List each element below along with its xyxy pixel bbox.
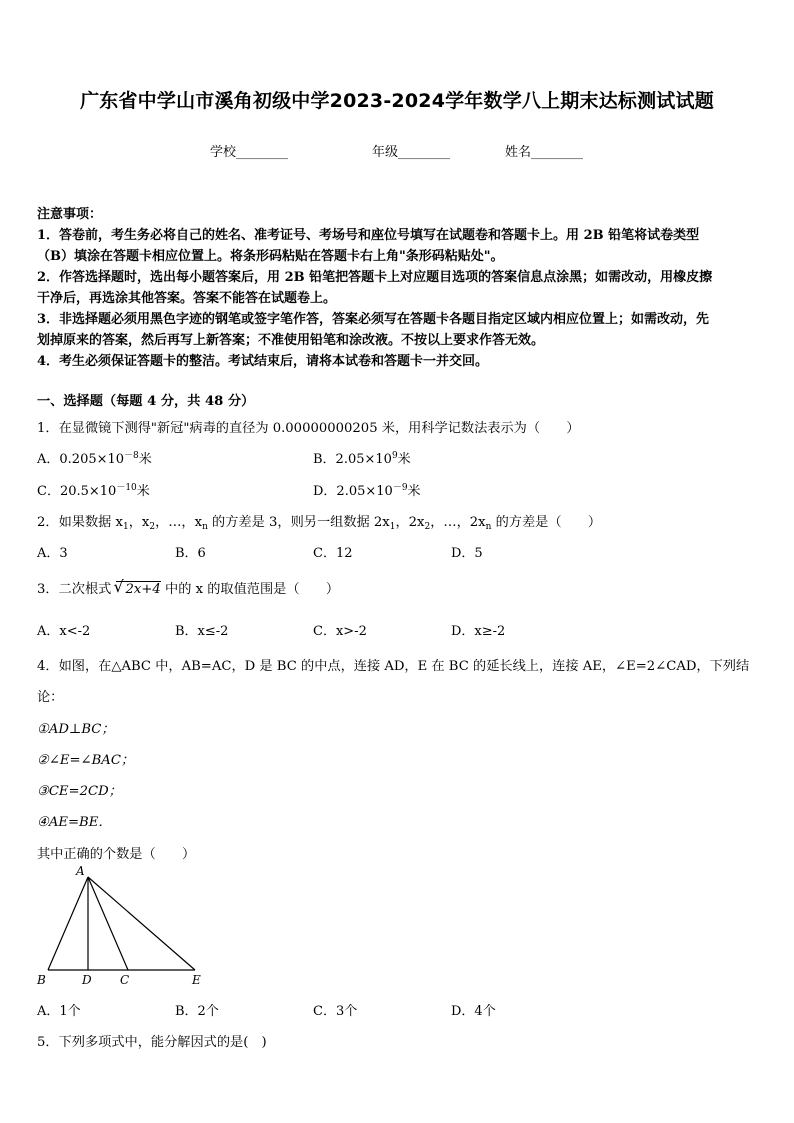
note-3b: 划掉原来的答案，然后再写上新答案；不准使用铅笔和涂改液。不按以上要求作答无效。 xyxy=(37,333,545,348)
label-d: D xyxy=(82,973,92,987)
q4-conclusion-1: ①AD⊥BC； xyxy=(37,722,115,737)
q4-stem-line2: 论： xyxy=(37,690,64,705)
note-2b: 干净后，再选涂其他答案。答案不能答在试题卷上。 xyxy=(37,291,337,306)
label-b: B xyxy=(37,973,46,987)
triangle-figure xyxy=(30,862,220,992)
q1-stem: 1．在显微镜下测得"新冠"病毒的直径为 0.00000000205 米，用科学记数法表示为（ ） xyxy=(37,421,580,436)
segment-ab xyxy=(48,877,88,970)
q2-option-c: C．12 xyxy=(313,546,353,561)
q4-question: 其中正确的个数是（ ） xyxy=(37,847,196,862)
grade-field: 年级________ xyxy=(372,145,451,160)
notes-heading: 注意事项： xyxy=(37,207,103,222)
q2-stem: 2．如果数据 $x_1$，$x_2$，…，$x_n$ 的方差是 3，则另一组数据 $2x_1$，$2x_2$，…，$2x_n$ 的方差是（ ） xyxy=(37,515,602,532)
q4-conclusion-2: ②∠E=∠BAC； xyxy=(37,753,135,768)
q1-option-a: A．$0.205\times 10^{-8}$米 xyxy=(37,451,152,467)
segment-ac xyxy=(88,877,128,970)
note-1a: 1．答卷前，考生务必将自己的姓名、准考证号、考场号和座位号填写在试题卷和答题卡上。用 2B 铅笔将试卷类型 xyxy=(37,228,700,243)
label-c: C xyxy=(120,973,130,987)
q3-option-c: C．x>-2 xyxy=(313,624,367,639)
note-3a: 3．非选择题必须用黑色字迹的钢笔或签字笔作答，答案必须写在答题卡各题目指定区域内相应位置上；如需改动，先 xyxy=(37,312,710,327)
q3-stem: 3．二次根式 √ 2x+4 中的 x 的取值范围是（ ） xyxy=(37,578,339,597)
q3-option-a: A．x<-2 xyxy=(37,624,91,639)
note-2a: 2．作答选择题时，选出每小题答案后，用 2B 铅笔把答题卡上对应题目选项的答案信息点涂黑；如需改动，用橡皮擦 xyxy=(37,270,713,285)
q3-option-b: B．x≤-2 xyxy=(175,624,229,639)
q3-option-d: D．x≥-2 xyxy=(451,624,506,639)
q5-stem: 5．下列多项式中，能分解因式的是( ) xyxy=(37,1035,267,1050)
note-4: 4．考生必须保证答题卡的整洁。考试结束后，请将本试卷和答题卡一并交回。 xyxy=(37,354,489,369)
label-a: A xyxy=(76,864,85,878)
name-field: 姓名________ xyxy=(505,145,584,160)
q4-option-b: B．2个 xyxy=(175,1004,219,1019)
q2-option-d: D．5 xyxy=(451,546,483,561)
q1-option-d: D．$2.05\times 10^{-9}$米 xyxy=(313,483,421,499)
note-1b: （B）填涂在答题卡相应位置上。将条形码粘贴在答题卡右上角"条形码粘贴处"。 xyxy=(37,249,504,264)
q4-conclusion-4: ④AE=BE． xyxy=(37,815,112,830)
q2-option-b: B．6 xyxy=(175,546,206,561)
q4-option-d: D．4个 xyxy=(451,1004,496,1019)
q1-option-c: C．$20.5\times 10^{-10}$米 xyxy=(37,483,150,499)
school-field: 学校________ xyxy=(210,145,289,160)
radical-expression: √ 2x+4 xyxy=(116,581,161,597)
q4-option-a: A．1个 xyxy=(37,1004,81,1019)
q4-option-c: C．3个 xyxy=(313,1004,358,1019)
q2-option-a: A．3 xyxy=(37,546,68,561)
q4-stem-line1: 4．如图，在△ABC 中，AB=AC，D 是 BC 的中点，连接 AD，E 在 BC 的延长线上，连接 AE，∠E=2∠CAD，下列结 xyxy=(37,659,750,674)
segment-ae xyxy=(88,877,195,970)
label-e: E xyxy=(192,973,201,987)
q1-option-b: B．$2.05\times 10^9$米 xyxy=(313,451,411,467)
q4-conclusion-3: ③CE=2CD； xyxy=(37,784,122,799)
page-title: 广东省中学山市溪角初级中学2023-2024学年数学八上期末达标测试试题 xyxy=(80,90,714,112)
section-heading: 一、选择题（每题 4 分，共 48 分） xyxy=(37,394,255,409)
